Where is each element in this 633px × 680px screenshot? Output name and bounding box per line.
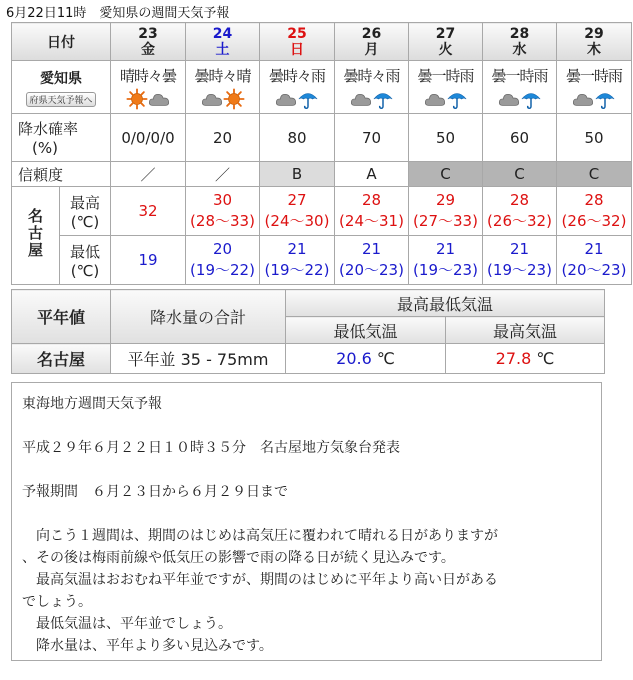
weather-cell xyxy=(260,61,335,114)
weather-text: 曇一時雨 xyxy=(565,67,622,85)
normals-title: 平年値 xyxy=(12,290,111,344)
reliability-value: A xyxy=(335,162,409,187)
reliability-value: C xyxy=(409,162,483,187)
umbrella-icon xyxy=(446,89,468,108)
day-header: 27 火 xyxy=(409,23,483,61)
normal-min-temp: 20.6 ℃ xyxy=(286,344,446,374)
pop-value: 80 xyxy=(260,114,335,162)
min-temp-row xyxy=(12,236,632,285)
text-paragraph: 、その後は梅雨前線や低気圧の影響で雨の降る日が続く見込みです。 xyxy=(22,550,455,566)
pop-label: 降水確率 (%) xyxy=(12,114,111,162)
precip-value: 平年並 35 - 75mm xyxy=(111,344,286,374)
day-header: 23 金 xyxy=(111,23,186,61)
weather-icons xyxy=(335,88,408,112)
weather-cell xyxy=(186,61,260,114)
weather-icons xyxy=(260,88,334,112)
min-label: 最低(℃) xyxy=(60,236,111,285)
weather-icons xyxy=(409,88,482,112)
text-paragraph: 最低気温は、平年並でしょう。 xyxy=(22,616,232,632)
umbrella-icon xyxy=(520,89,542,108)
reliability-label: 信頼度 xyxy=(12,162,111,187)
min-temp: 19 xyxy=(111,236,186,285)
max-temp-title: 最高気温 xyxy=(446,317,605,344)
max-temp: 30 (28〜33) xyxy=(186,187,260,236)
reliability-row xyxy=(12,162,632,187)
weather-icons xyxy=(483,88,556,112)
text-title: 東海地方週間天気予報 xyxy=(22,396,162,412)
weekly-forecast-table xyxy=(11,22,632,285)
city-label: 名古屋 xyxy=(12,187,60,285)
max-temp: 28 (24〜31) xyxy=(335,187,409,236)
pop-value: 60 xyxy=(483,114,557,162)
weather-row xyxy=(12,61,632,114)
text-paragraph: 最高気温はおおむね平年並ですが、期間のはじめに平年より高い日がある xyxy=(22,572,498,588)
cloud-icon xyxy=(424,89,446,108)
max-temp: 29 (27〜33) xyxy=(409,187,483,236)
pop-value: 50 xyxy=(409,114,483,162)
weather-text: 曇時々雨 xyxy=(343,67,400,85)
cloud-icon xyxy=(201,89,223,108)
max-temp-row xyxy=(12,187,632,236)
text-paragraph: 向こう１週間は、期間のはじめは高気圧に覆われて晴れる日がありますが xyxy=(22,528,498,544)
weather-cell xyxy=(111,61,186,114)
reliability-value: C xyxy=(557,162,632,187)
cloud-icon xyxy=(148,89,170,108)
cloud-icon xyxy=(275,89,297,108)
umbrella-icon xyxy=(372,89,394,108)
weather-icons xyxy=(111,88,185,112)
umbrella-icon xyxy=(297,89,319,108)
weather-text: 晴時々曇 xyxy=(119,67,176,85)
weather-cell xyxy=(409,61,483,114)
day-header: 26 月 xyxy=(335,23,409,61)
weather-cell xyxy=(483,61,557,114)
normal-max-temp: 27.8 ℃ xyxy=(446,344,605,374)
max-temp: 32 xyxy=(111,187,186,236)
text-paragraph: でしょう。 xyxy=(22,594,92,610)
forecast-text-box xyxy=(11,382,602,661)
max-temp: 28 (26〜32) xyxy=(483,187,557,236)
pop-value: 70 xyxy=(335,114,409,162)
sun-icon xyxy=(223,89,245,108)
max-temp: 27 (24〜30) xyxy=(260,187,335,236)
date-label: 日付 xyxy=(12,23,111,61)
cloud-icon xyxy=(498,89,520,108)
pop-value: 0/0/0/0 xyxy=(111,114,186,162)
pop-value: 20 xyxy=(186,114,260,162)
max-temp: 28 (26〜32) xyxy=(557,187,632,236)
precip-title: 降水量の合計 xyxy=(111,290,286,344)
cloud-icon xyxy=(350,89,372,108)
normals-city: 名古屋 xyxy=(12,344,111,374)
weather-icons xyxy=(186,88,259,112)
min-temp: 21 (19〜22) xyxy=(260,236,335,285)
reliability-value: ／ xyxy=(111,162,186,187)
weather-cell xyxy=(335,61,409,114)
weather-icons xyxy=(557,88,631,112)
sun-icon xyxy=(126,89,148,108)
min-temp: 21 (20〜23) xyxy=(335,236,409,285)
page-header: 6月22日11時 愛知県の週間天気予報 xyxy=(6,6,230,21)
weather-text: 曇時々晴 xyxy=(194,67,251,85)
reliability-value: C xyxy=(483,162,557,187)
reliability-value: B xyxy=(260,162,335,187)
weather-cell xyxy=(557,61,632,114)
day-header: 29 木 xyxy=(557,23,632,61)
day-header: 25 日 xyxy=(260,23,335,61)
min-temp: 21 (19〜23) xyxy=(409,236,483,285)
min-temp-title: 最低気温 xyxy=(286,317,446,344)
day-header: 24 土 xyxy=(186,23,260,61)
min-temp: 21 (20〜23) xyxy=(557,236,632,285)
text-period: 予報期間 ６月２３日から６月２９日まで xyxy=(22,484,288,500)
umbrella-icon xyxy=(594,89,616,108)
pref-forecast-link[interactable]: 府県天気予報へ xyxy=(26,92,95,107)
weather-text: 曇時々雨 xyxy=(268,67,325,85)
day-header: 28 水 xyxy=(483,23,557,61)
normals-table xyxy=(11,289,605,374)
text-issued: 平成２９年６月２２日１０時３５分 名古屋地方気象台発表 xyxy=(22,440,400,456)
temp-title: 最高最低気温 xyxy=(286,290,605,317)
cloud-icon xyxy=(572,89,594,108)
max-label: 最高(℃) xyxy=(60,187,111,236)
date-row xyxy=(12,23,632,61)
weather-text: 曇一時雨 xyxy=(417,67,474,85)
min-temp: 21 (19〜23) xyxy=(483,236,557,285)
pop-row xyxy=(12,114,632,162)
pref-cell xyxy=(12,61,111,114)
min-temp: 20 (19〜22) xyxy=(186,236,260,285)
reliability-value: ／ xyxy=(186,162,260,187)
weather-text: 曇一時雨 xyxy=(491,67,548,85)
text-paragraph: 降水量は、平年より多い見込みです。 xyxy=(22,638,273,654)
pref-name: 愛知県 xyxy=(40,70,82,87)
pop-value: 50 xyxy=(557,114,632,162)
